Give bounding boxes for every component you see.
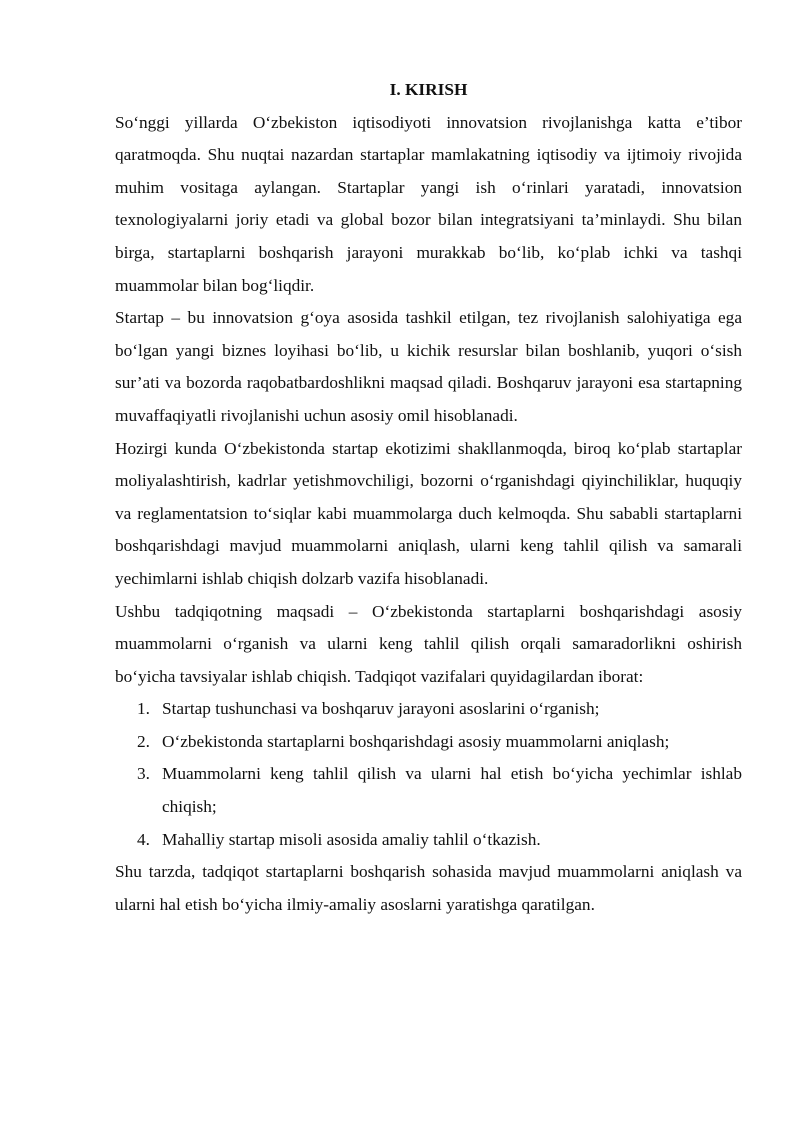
list-item-text: Muammolarni keng tahlil qilish va ularni hal etish bo‘yicha yechimlar ishlab chiqish; — [162, 764, 742, 817]
list-item-number: 1. — [137, 699, 150, 719]
paragraph-conclusion: Shu tarzda, tadqiqot startaplarni boshqarish sohasida mavjud muammolarni aniqlash va ularni hal etish bo‘yicha ilmiy-amaliy asoslarni yaratishga qaratilgan. — [115, 862, 742, 914]
paragraph-research-goal: Ushbu tadqiqotning maqsadi – O‘zbekistonda startaplarni boshqarishdagi asosiy muammolarni o‘rganish va ularni keng tahlil qilish orqali samaradorlikni oshirish bo‘yicha tavsiyalar ishlab chiqish. Tadqiqot vazifalari quyidagilardan iborat: — [115, 601, 742, 686]
list-item-number: 2. — [137, 731, 150, 751]
research-tasks-list — [115, 693, 742, 856]
section-heading: I. KIRISH — [389, 80, 468, 99]
list-item — [115, 758, 742, 823]
list-item — [115, 824, 742, 857]
list-item — [115, 693, 742, 726]
list-item-text: Startap tushunchasi va boshqaruv jarayoni asoslarini o‘rganish; — [162, 699, 600, 719]
paragraph-startup-definition: Startap – bu innovatsion g‘oya asosida tashkil etilgan, tez rivojlanish salohiyatiga ega bo‘lgan yangi biznes loyihasi bo‘lib, u kichik resurslar bilan boshlanib, yuqori o‘sish sur’ati va bozorda raqobatbardoshlikni maqsad qiladi. Boshqaruv jarayoni esa startapning muvaffaqiyatli rivojlanishi uchun asosiy omil hisoblanadi. — [115, 308, 742, 425]
document-page — [115, 74, 742, 921]
paragraph-ecosystem: Hozirgi kunda O‘zbekistonda startap ekotizimi shakllanmoqda, biroq ko‘plab startaplar moliyalashtirish, kadrlar yetishmovchiligi, bozorni o‘rganishdagi qiyinchiliklar, huquqiy va reglamentatsion to‘siqlar kabi muammolarga duch kelmoqda. Shu sababli startaplarni boshqarishdagi mavjud muammolarni aniqlash, ularni keng tahlil qilish va samarali yechimlarni ishlab chiqish dolzarb vazifa hisoblanadi. — [115, 438, 742, 588]
paragraph-intro: So‘nggi yillarda O‘zbekiston iqtisodiyoti innovatsion rivojlanishga katta e’tibor qaratmoqda. Shu nuqtai nazardan startaplar mamlakatning iqtisodiy va ijtimoiy rivojida muhim vositaga aylangan. Startaplar yangi ish o‘rinlari yaratadi, innovatsion texnologiyalarni joriy etadi va global bozor bilan integratsiyani ta’minlaydi. Shu bilan birga, startaplarni boshqarish jarayoni murakkab bo‘lib, ko‘plab ichki va tashqi muammolar bilan bog‘liqdir. — [115, 112, 742, 295]
list-item-text: O‘zbekistonda startaplarni boshqarishdagi asosiy muammolarni aniqlash; — [162, 731, 670, 751]
list-item-number: 4. — [137, 829, 150, 849]
list-item-number: 3. — [137, 764, 150, 784]
list-item — [115, 726, 742, 759]
list-item-text: Mahalliy startap misoli asosida amaliy tahlil o‘tkazish. — [162, 829, 541, 849]
